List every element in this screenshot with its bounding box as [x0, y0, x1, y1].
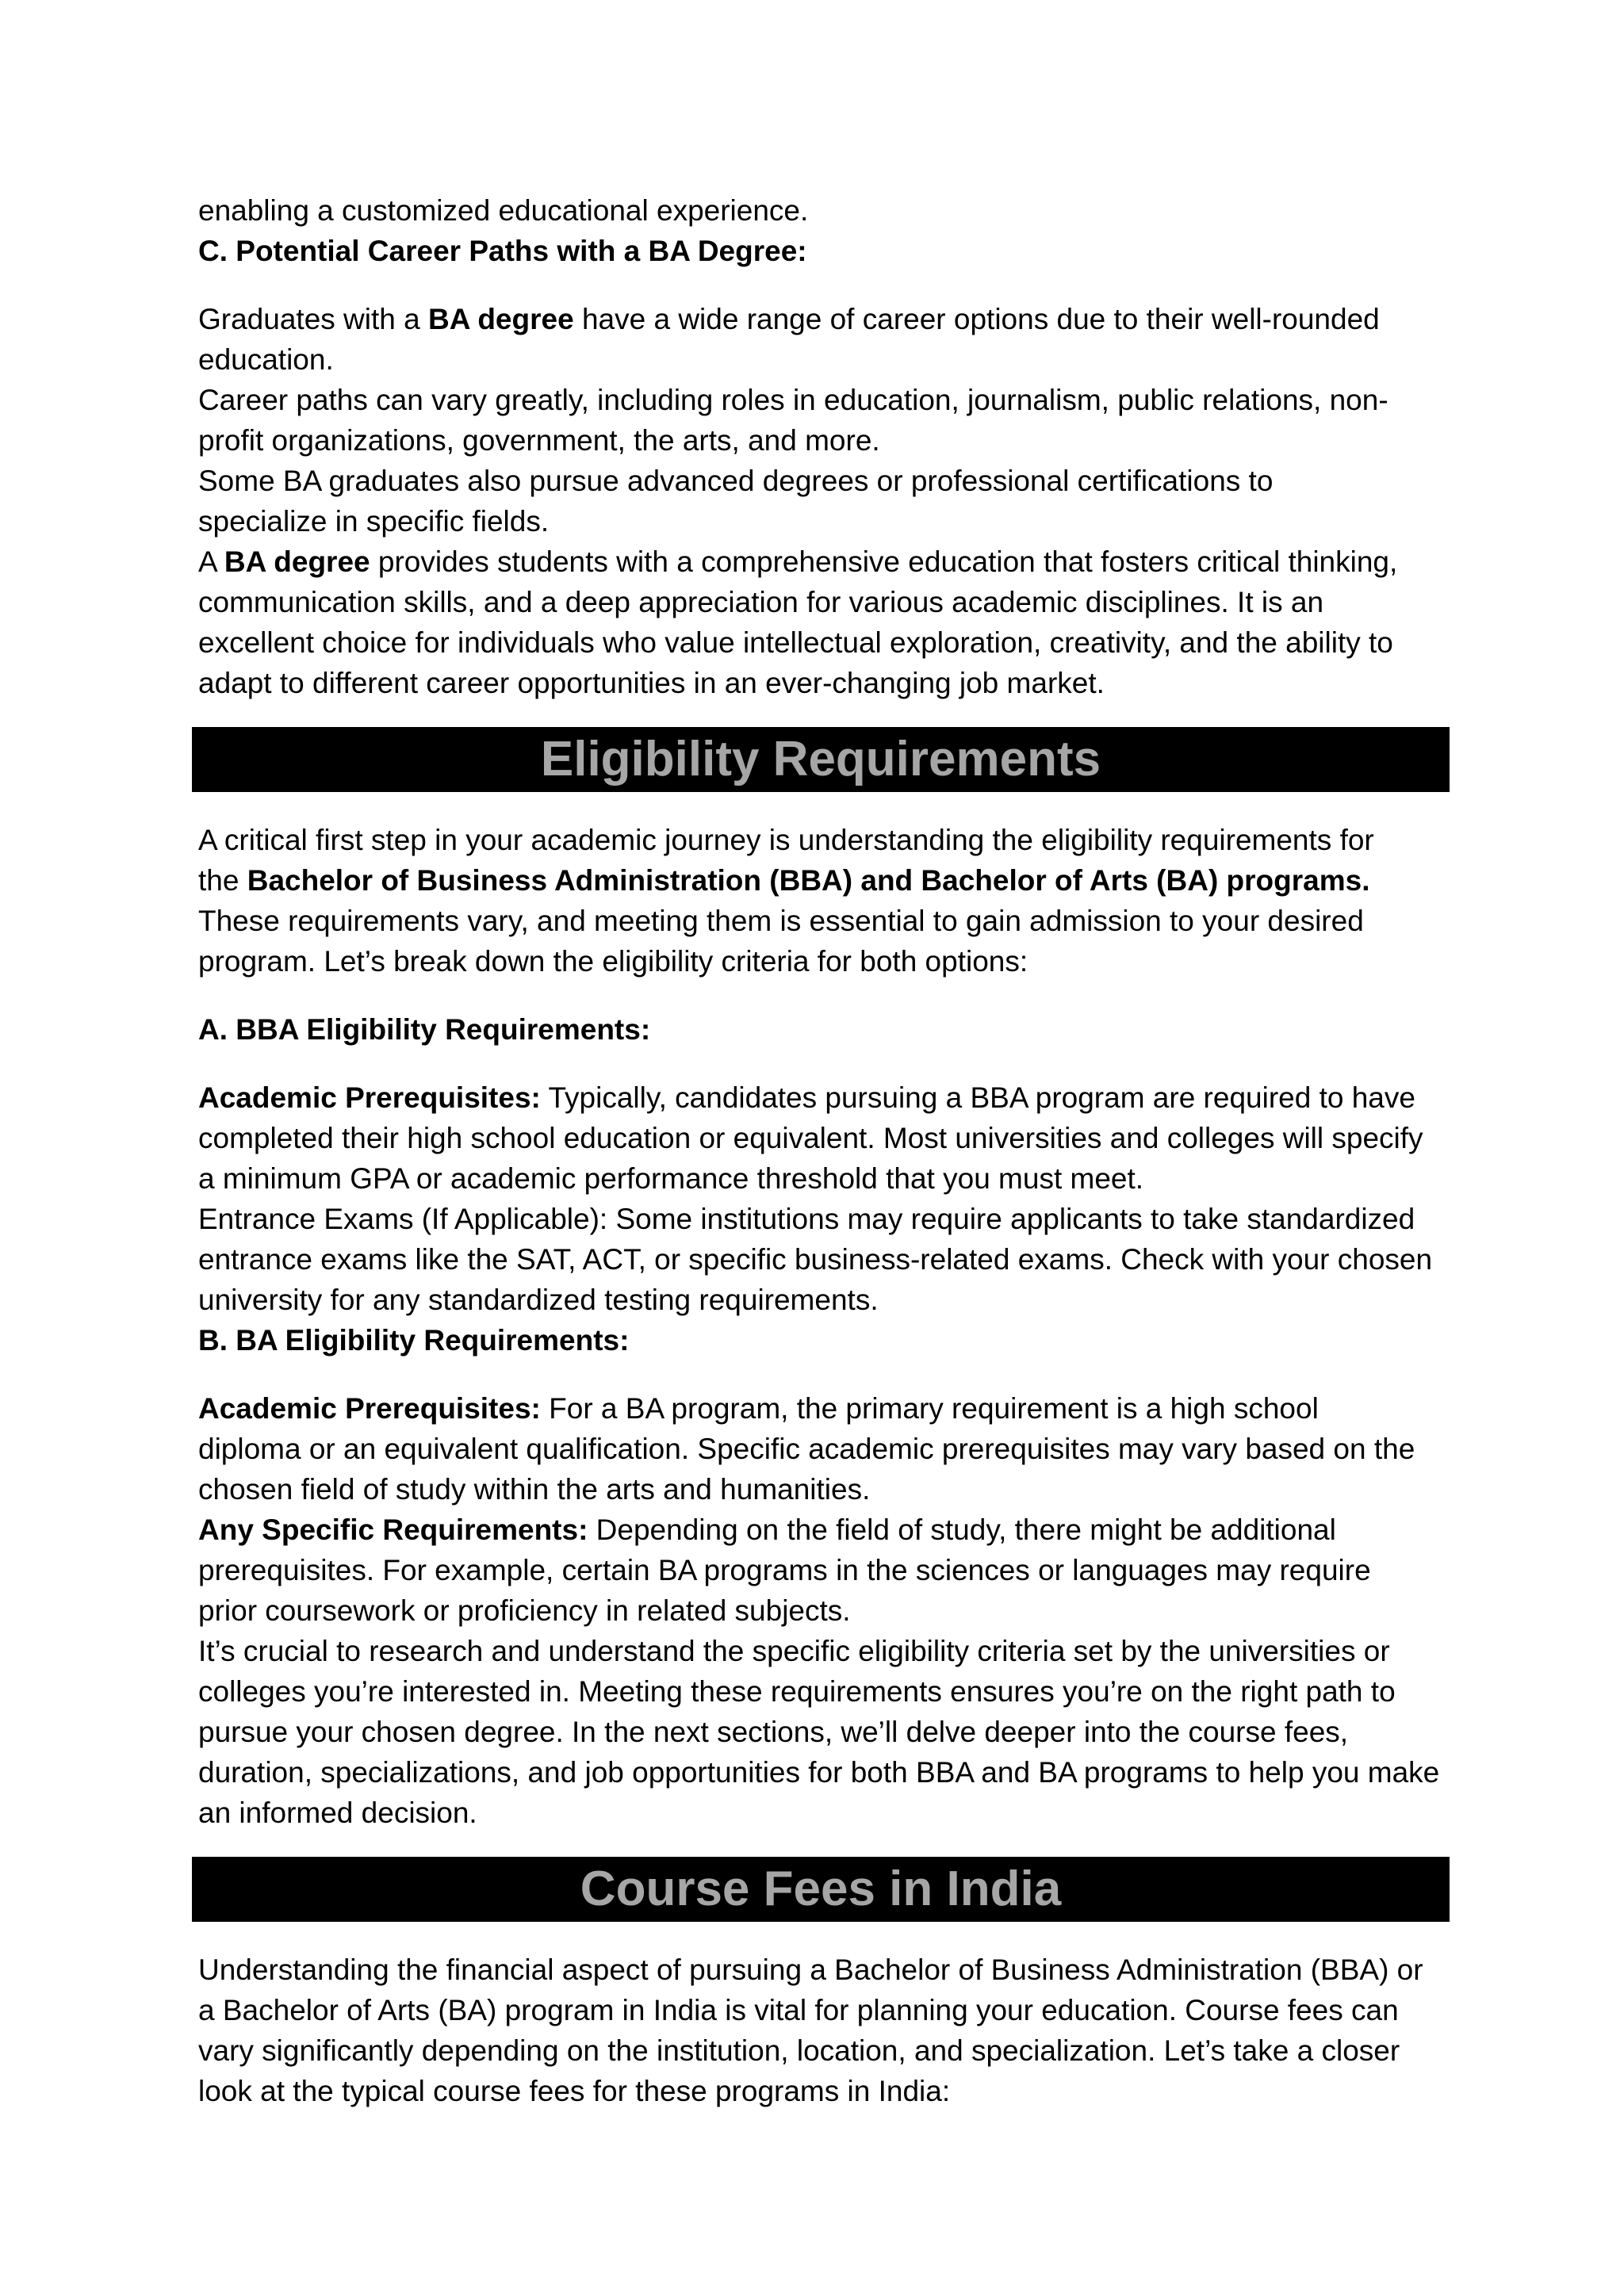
spacer	[198, 271, 1443, 299]
bba-eligibility-heading: A. BBA Eligibility Requirements:	[198, 1013, 651, 1046]
spacer	[198, 1050, 1443, 1077]
spacer	[198, 1360, 1443, 1388]
spacer	[198, 703, 1443, 727]
career-paragraph-2: Career paths can vary greatly, including roles in education, journalism, public relations, non-profit organizations, government, the arts, and more.	[198, 384, 1388, 457]
career-paragraph-3: Some BA graduates also pursue advanced degrees or professional certifications to specialize in specific fields.	[198, 465, 1274, 538]
ba-specific-requirements: Any Specific Requirements: Depending on the field of study, there might be additional prerequisites. For example, certain BA programs in the sciences or languages may require prior coursework or proficiency in related subjects.	[198, 1513, 1371, 1627]
bba-entrance-exams: Entrance Exams (If Applicable): Some institutions may require applicants to take standardized entrance exams like the SAT, ACT, or specific business-related exams. Check with your chosen university for any standardized testing requirements.	[198, 1203, 1433, 1316]
bba-academic-prerequisites: Academic Prerequisites: Typically, candidates pursuing a BBA program are required to have completed their high school education or equivalent. Most universities and colleges will specify a minimum GPA or academic performance threshold that you must meet.	[198, 1081, 1423, 1195]
ba-eligibility-heading: B. BA Eligibility Requirements:	[198, 1324, 630, 1357]
eligibility-banner: Eligibility Requirements	[192, 727, 1450, 792]
ba-academic-prerequisites: Academic Prerequisites: For a BA program, the primary requirement is a high school diploma or an equivalent qualification. Specific academic prerequisites may vary based on the chosen field of study within the arts and humanities.	[198, 1392, 1415, 1506]
eligibility-closing: It’s crucial to research and understand the specific eligibility criteria set by the universities or colleges you’re interested in. Meeting these requirements ensures you’re on the right path to pursue your chosen degree. In the next sections, we’ll delve deeper into the course fees, duration, specializations, and job opportunities for both BBA and BA programs to help you make an informed decision.	[198, 1635, 1440, 1829]
career-paths-heading: C. Potential Career Paths with a BA Degree:	[198, 235, 807, 267]
course-fees-intro: Understanding the financial aspect of pursuing a Bachelor of Business Administration (BBA) or a Bachelor of Arts (BA) program in India is vital for planning your education. Course fees can vary significantly depending on the institution, location, and specialization. Let’s take a closer look at the typical course fees for these programs in India:	[198, 1954, 1423, 2107]
career-paragraph-1: Graduates with a BA degree have a wide range of career options due to their well-rounded education.	[198, 303, 1380, 376]
career-paragraph-4: A BA degree provides students with a comprehensive education that fosters critical thinking, communication skills, and a deep appreciation for various academic disciplines. It is an excellent choice for individuals who value intellectual exploration, creativity, and the ability to adapt to different career opportunities in an ever-changing job market.	[198, 545, 1398, 699]
eligibility-intro: A critical first step in your academic journey is understanding the eligibility requirements for the Bachelor of Business Administration (BBA) and Bachelor of Arts (BA) programs. These requirements vary, and meeting them is essential to gain admission to your desired program. Let’s break down the eligibility criteria for both options:	[198, 824, 1374, 978]
spacer	[198, 1833, 1443, 1857]
spacer	[198, 982, 1443, 1009]
spacer	[198, 1922, 1443, 1950]
course-fees-banner: Course Fees in India	[192, 1857, 1450, 1922]
document-page	[198, 190, 1443, 2111]
spacer	[198, 792, 1443, 820]
intro-continuation: enabling a customized educational experience.	[198, 194, 809, 227]
